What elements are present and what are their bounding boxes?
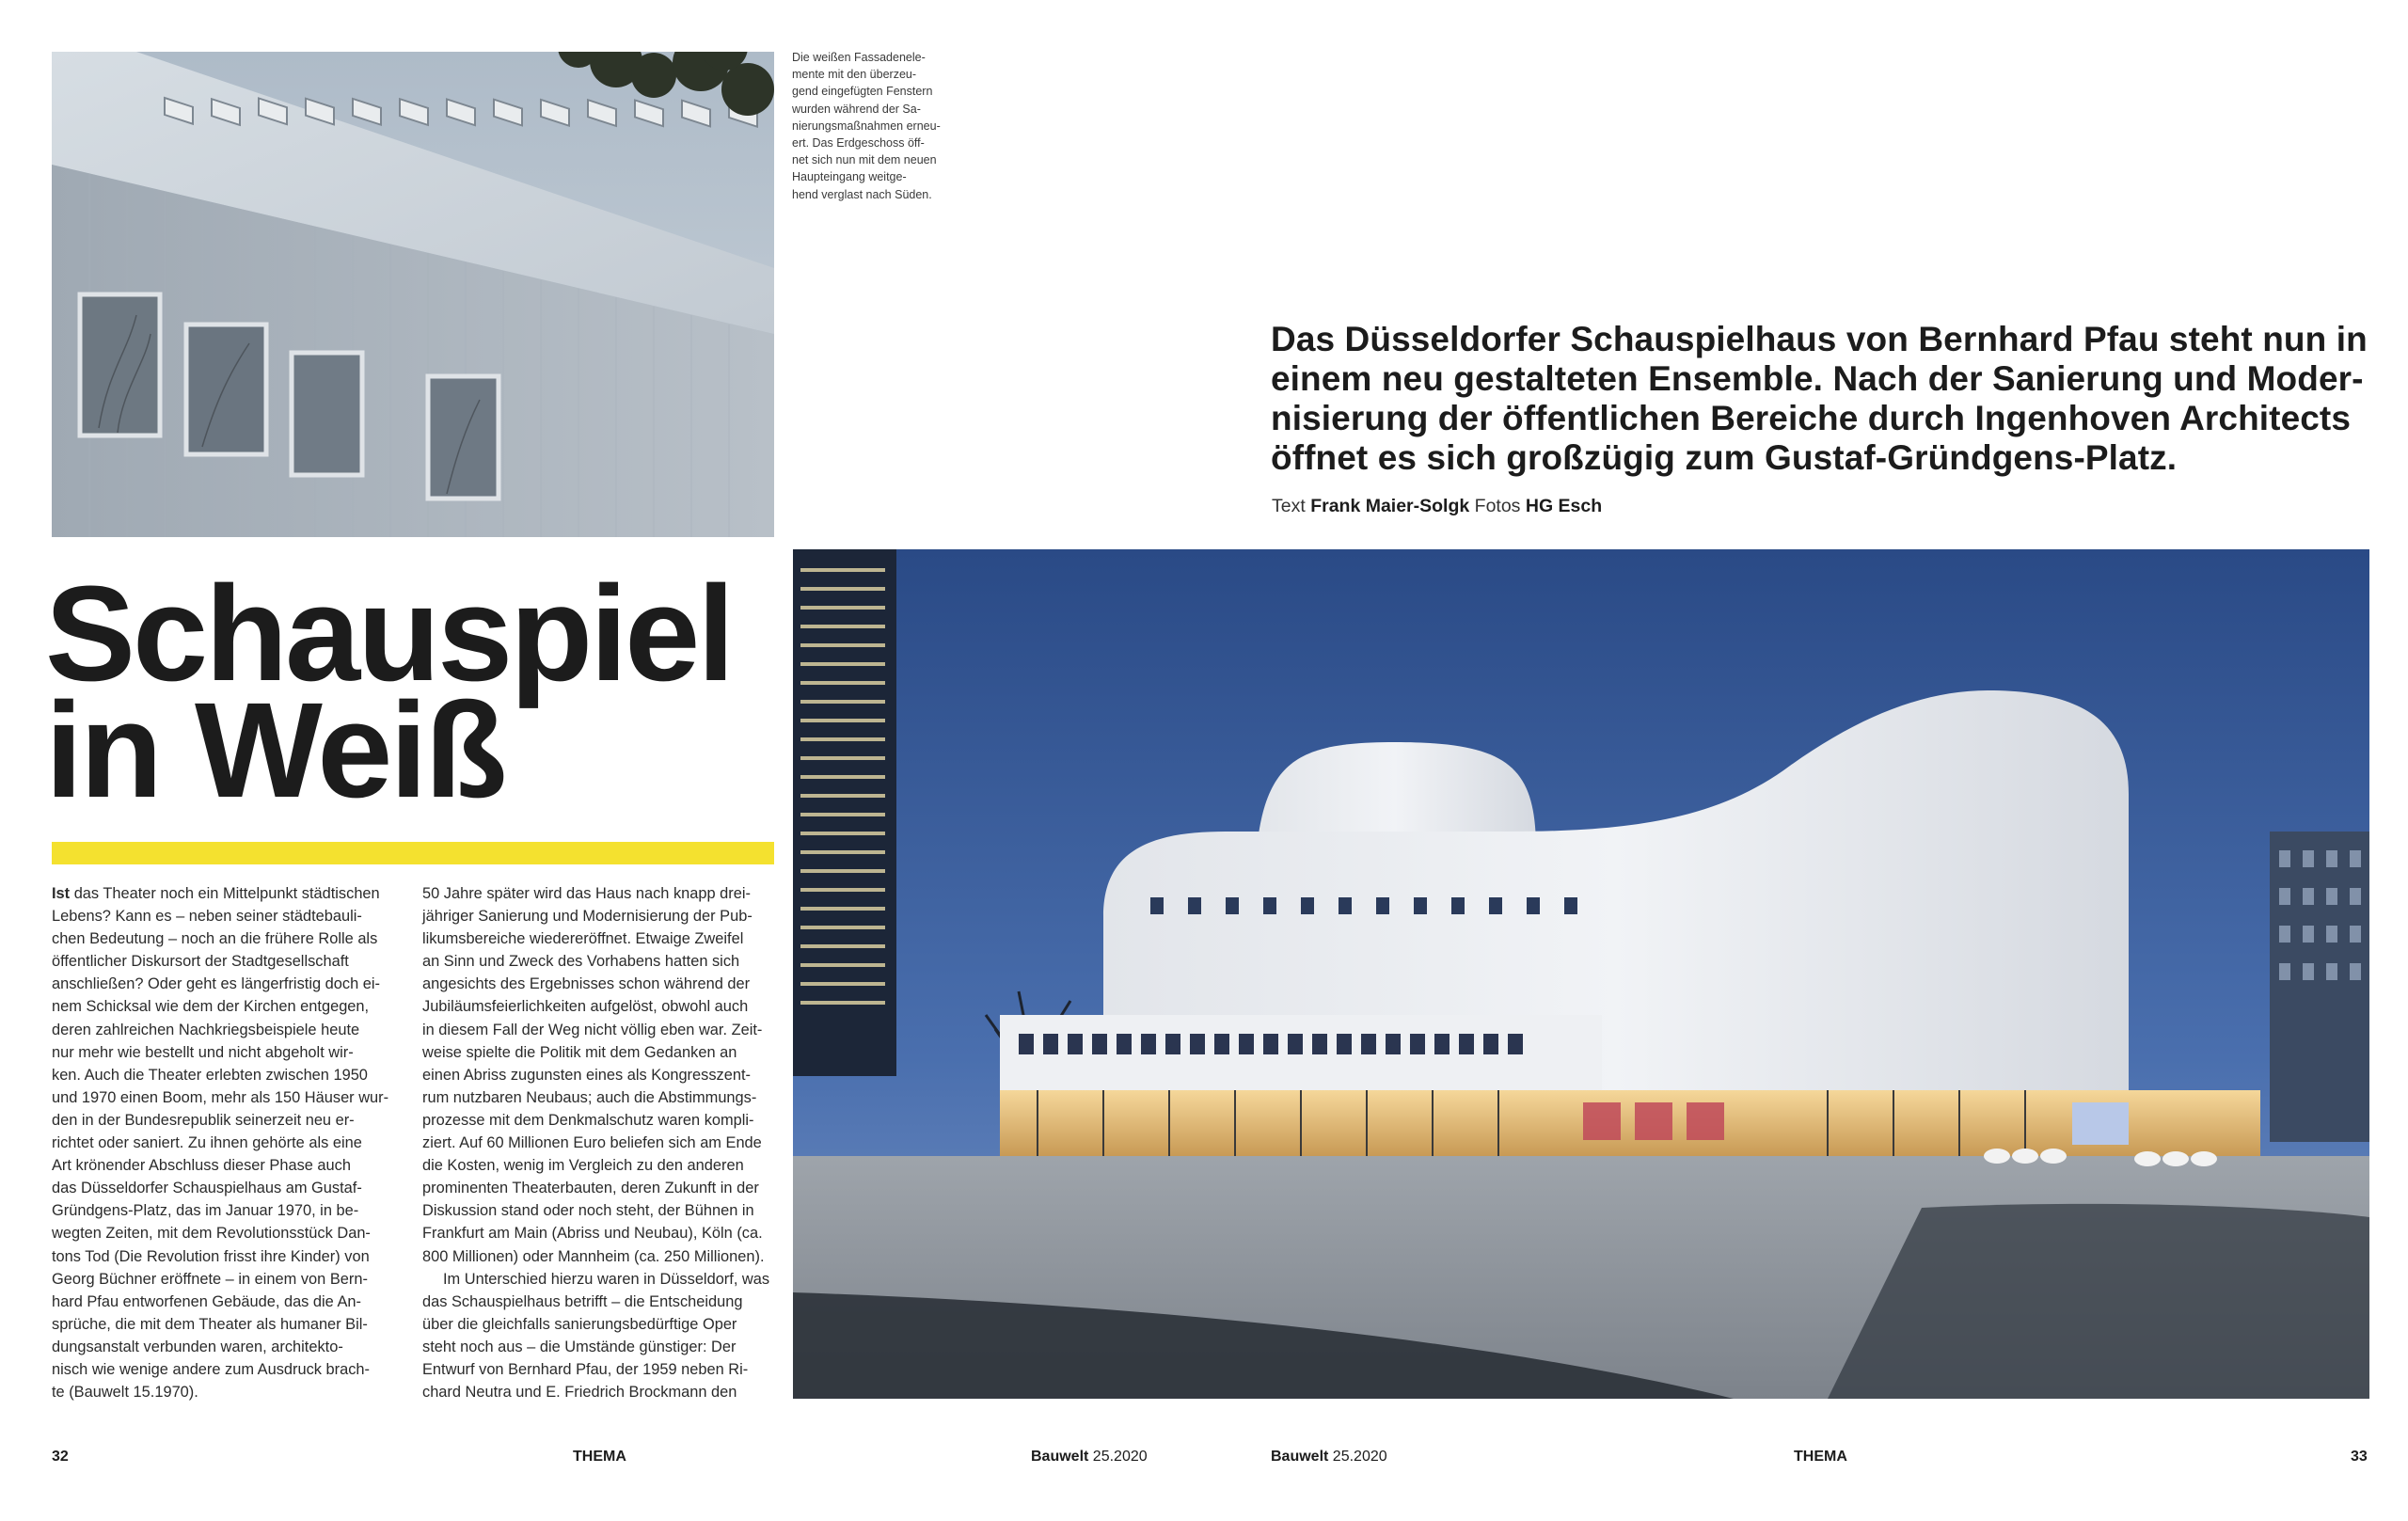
section-label-right: THEMA (1794, 1449, 1847, 1465)
theater-photo (793, 549, 2369, 1399)
accent-bar (52, 842, 774, 864)
section-label-left: THEMA (573, 1449, 626, 1465)
magazine-issue-right: Bauwelt 25.2020 (1271, 1449, 1387, 1465)
credit-author: Frank Maier-Solgk (1310, 496, 1470, 516)
body-column-1: Ist das Theater noch ein Mittelpunkt städtischen Lebens? Kann es – neben seiner städtebauli- chen Bedeutung – noch an die frühere Rolle als öffentlicher Diskursort der Stadtgesellschaft anschließen? Oder geht es längerfristig doch ei- nem Schicksal wie dem der Kirchen entgegen, deren zahlreichen Nachkriegsbeispiele heute nur mehr wie bestellt und nicht abgeholt wir- ken. Auch die Theater erlebten zwischen 1950 und 1970 einen Boom, mehr als 150 Häuser wur- den in der Bundesrepublik seinerzeit neu er- richtet oder saniert. Zu ihnen gehörte als eine Art krönender Abschluss dieser Phase auch das Düsseldorfer Schauspielhaus am Gustaf- Gründgens-Platz, das im Januar 1970, in be- wegten Zeiten, mit dem Revolutionsstück Dan- tons Tod (Die Revolution frisst ihre Kinder) von Georg Büchner eröffnete – in einem von Bern- hard Pfau entworfenen Gebäude, das die An- sprüche, die mit dem Theater als humaner Bil- dungsanstalt verbunden waren, architekto- nisch wie wenige andere zum Ausdruck brach- te (Bauwelt 15.1970). (52, 885, 389, 1402)
article-title (45, 558, 760, 826)
title-line: in Weiß (45, 674, 505, 826)
article-credits (1272, 496, 1602, 517)
credit-text-label: Text (1272, 496, 1306, 516)
credit-photographer: HG Esch (1525, 496, 1603, 516)
credit-photo-label: Fotos (1474, 496, 1521, 516)
page-number-left: 32 (52, 1449, 69, 1465)
facade-photo (52, 52, 774, 537)
article-lead: Das Düsseldorfer Schauspielhaus von Bernhard Pfau steht nun in einem neu gestalteten Ensemble. Nach der Sanierung und Moder- nisierung der öffentlichen Bereiche durch Ingenhoven Architects öffnet es sich großzügig zum Gustaf-Gründgens-Platz. (1271, 320, 2368, 477)
page-number-right: 33 (2351, 1449, 2368, 1465)
title-line: Schauspiel (45, 558, 733, 709)
photo-caption: Die weißen Fassadenele- mente mit den überzeu- gend eingefügten Fenstern wurden während der Sa- nierungsmaßnahmen erneu- ert. Das Erdgeschoss öff- net sich nun mit dem neuen Haupteingang weitge- hend verglast nach Süden. (792, 51, 941, 201)
magazine-issue-left: Bauwelt 25.2020 (1031, 1449, 1148, 1465)
body-column-2: 50 Jahre später wird das Haus nach knapp drei- jähriger Sanierung und Modernisierung der Pub- likumsbereiche wiedereröffnet. Etwaige Zweifel an Sinn und Zweck des Vorhabens hatten sich angesichts des Ergebnisses schon während der Jubiläumsfeierlichkeiten aufgelöst, obwohl auch in diesem Fall der Weg nicht völlig eben war. Zeit- weise spielte die Politik mit dem Gedanken an einen Abriss zugunsten eines als Kongresszent- rum nutzbaren Neubaus; auch die Abstimmungs- prozesse mit dem Denkmalschutz waren kompli- ziert. Auf 60 Millionen Euro beliefen sich am Ende die Kosten, wenig im Vergleich zu den anderen prominenten Theaterbauten, deren Zukunft in der Diskussion stand oder noch steht, der Bühnen in Frankfurt am Main (Abriss und Neubau), Köln (ca. 800 Millionen) oder Mannheim (ca. 250 Millionen). Im Unterschied hierzu waren in Düsseldorf, was das Schauspielhaus betrifft – die Entscheidung über die gleichfalls sanierungsbedürftige Oper steht noch aus – die Umstände günstiger: Der Entwurf von Bernhard Pfau, der 1959 neben Ri- chard Neutra und E. Friedrich Brockmann den (422, 885, 770, 1402)
lead-word: Ist (52, 885, 71, 902)
